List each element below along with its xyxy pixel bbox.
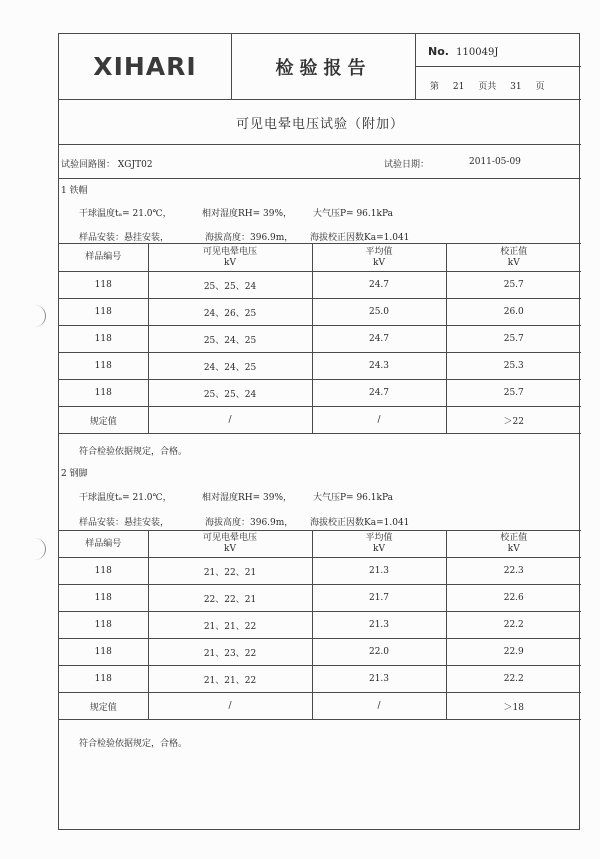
table-row [59, 639, 581, 666]
cell-spec-average: / [312, 407, 446, 434]
verdict: 符合检验依据规定，合格。 [79, 447, 188, 457]
page-total: 31 [510, 82, 522, 92]
test-info-row [59, 145, 581, 179]
cell-sample: 118 [59, 612, 148, 639]
altitude-factor: 海拔校正因数Ka=1.041 [310, 233, 410, 243]
header-sample: 样品编号 [59, 531, 148, 558]
header-average: 平均值 kV [312, 531, 446, 558]
binder-hole [30, 538, 46, 560]
verdict: 符合检验依据规定，合格。 [79, 739, 188, 749]
cell-average: 25.0 [312, 299, 446, 326]
group-title: 2 钢脚 [61, 469, 88, 479]
cell-voltages: 25、24、25 [148, 326, 312, 353]
header-average: 平均值 kV [312, 244, 446, 272]
page-ye-gong: 页共 [478, 82, 497, 92]
pressure: 大气压P= 96.1kPa [313, 493, 393, 503]
table-row [59, 326, 581, 353]
cell-corrected: 22.3 [446, 558, 581, 585]
table-row [59, 558, 581, 585]
date-label: 试验日期： [384, 160, 430, 170]
table-row [59, 299, 581, 326]
cell-sample: 118 [59, 585, 148, 612]
report-frame [58, 33, 580, 830]
mount: 样品安装：悬挂安装， [79, 233, 170, 243]
altitude: 海拔高度：396.9m， [205, 233, 294, 243]
report-title: 检验报告 [232, 34, 416, 100]
table-header-row [59, 531, 581, 558]
page-di: 第 [430, 82, 440, 92]
logo-cell [59, 34, 232, 100]
cell-corrected: 22.2 [446, 666, 581, 693]
report-number [416, 34, 581, 67]
header-corrected: 校正值 kV [446, 244, 581, 272]
cell-corrected: 26.0 [446, 299, 581, 326]
cell-average: 21.3 [312, 612, 446, 639]
cell-sample: 118 [59, 353, 148, 380]
spec-row [59, 693, 581, 720]
cell-corrected: 22.6 [446, 585, 581, 612]
cell-sample: 118 [59, 380, 148, 407]
dry-temp: 干球温度tₐ= 21.0℃， [79, 493, 172, 503]
cell-voltages: 21、21、22 [148, 612, 312, 639]
cell-sample: 118 [59, 558, 148, 585]
page-current: 21 [452, 82, 465, 92]
cell-spec-label: 规定值 [59, 407, 148, 434]
cell-voltages: 21、21、22 [148, 666, 312, 693]
cell-corrected: 25.7 [446, 326, 581, 353]
cell-average: 21.3 [312, 558, 446, 585]
header-voltage: 可见电晕电压 kV [148, 531, 312, 558]
cell-spec-label: 规定值 [59, 693, 148, 720]
cell-corrected: 22.9 [446, 639, 581, 666]
report-number-label: No. [428, 45, 449, 58]
table-row [59, 666, 581, 693]
cell-spec-average: / [312, 693, 446, 720]
cell-average: 21.3 [312, 666, 446, 693]
company-logo: XIHARI [93, 52, 197, 81]
pressure: 大气压P= 96.1kPa [313, 209, 393, 219]
cell-voltages: 25、25、24 [148, 380, 312, 407]
cell-average: 24.7 [312, 326, 446, 353]
cell-voltages: 22、22、21 [148, 585, 312, 612]
spec-row [59, 407, 581, 434]
cell-sample: 118 [59, 666, 148, 693]
table-row [59, 612, 581, 639]
cell-sample: 118 [59, 639, 148, 666]
header-corrected: 校正值 kV [446, 531, 581, 558]
cell-spec-voltages: / [148, 693, 312, 720]
group-title: 1 铁帽 [61, 186, 88, 196]
page-indicator [416, 67, 581, 100]
cell-voltages: 25、25、24 [148, 272, 312, 299]
cell-corrected: 25.7 [446, 380, 581, 407]
cell-voltages: 24、24、25 [148, 353, 312, 380]
cell-voltages: 24、26、25 [148, 299, 312, 326]
table-header-row [59, 244, 581, 272]
altitude: 海拔高度：396.9m， [205, 518, 294, 528]
date-value: 2011-05-09 [469, 157, 521, 167]
header-voltage: 可见电晕电压 kV [148, 244, 312, 272]
report-number-value: 110049J [456, 47, 499, 58]
cell-average: 24.7 [312, 380, 446, 407]
cell-corrected: 25.3 [446, 353, 581, 380]
cell-voltages: 21、23、22 [148, 639, 312, 666]
page-ye: 页 [535, 82, 545, 92]
cell-average: 24.3 [312, 353, 446, 380]
cell-corrected: 25.7 [446, 272, 581, 299]
cell-sample: 118 [59, 326, 148, 353]
table-row [59, 353, 581, 380]
results-table [59, 243, 581, 434]
results-table [59, 530, 581, 720]
table-row [59, 380, 581, 407]
cell-average: 24.7 [312, 272, 446, 299]
dry-temp: 干球温度tₐ= 21.0℃， [79, 209, 172, 219]
altitude-factor: 海拔校正因数Ka=1.041 [310, 518, 410, 528]
cell-sample: 118 [59, 272, 148, 299]
cell-sample: 118 [59, 299, 148, 326]
cell-corrected: 22.2 [446, 612, 581, 639]
mount: 样品安装：悬挂安装， [79, 518, 170, 528]
table-row [59, 272, 581, 299]
cell-spec-corrected: ＞18 [446, 693, 581, 720]
cell-voltages: 21、22、21 [148, 558, 312, 585]
header-sample: 样品编号 [59, 244, 148, 272]
cell-spec-corrected: ＞22 [446, 407, 581, 434]
circuit-info: 试验回路图： XGJT02 [61, 160, 153, 170]
table-row [59, 585, 581, 612]
section-title: 可见电晕电压试验（附加） [59, 100, 581, 145]
humidity: 相对湿度RH= 39%， [202, 493, 293, 503]
binder-hole [30, 305, 46, 327]
cell-average: 21.7 [312, 585, 446, 612]
cell-spec-voltages: / [148, 407, 312, 434]
humidity: 相对湿度RH= 39%， [202, 209, 293, 219]
cell-average: 22.0 [312, 639, 446, 666]
